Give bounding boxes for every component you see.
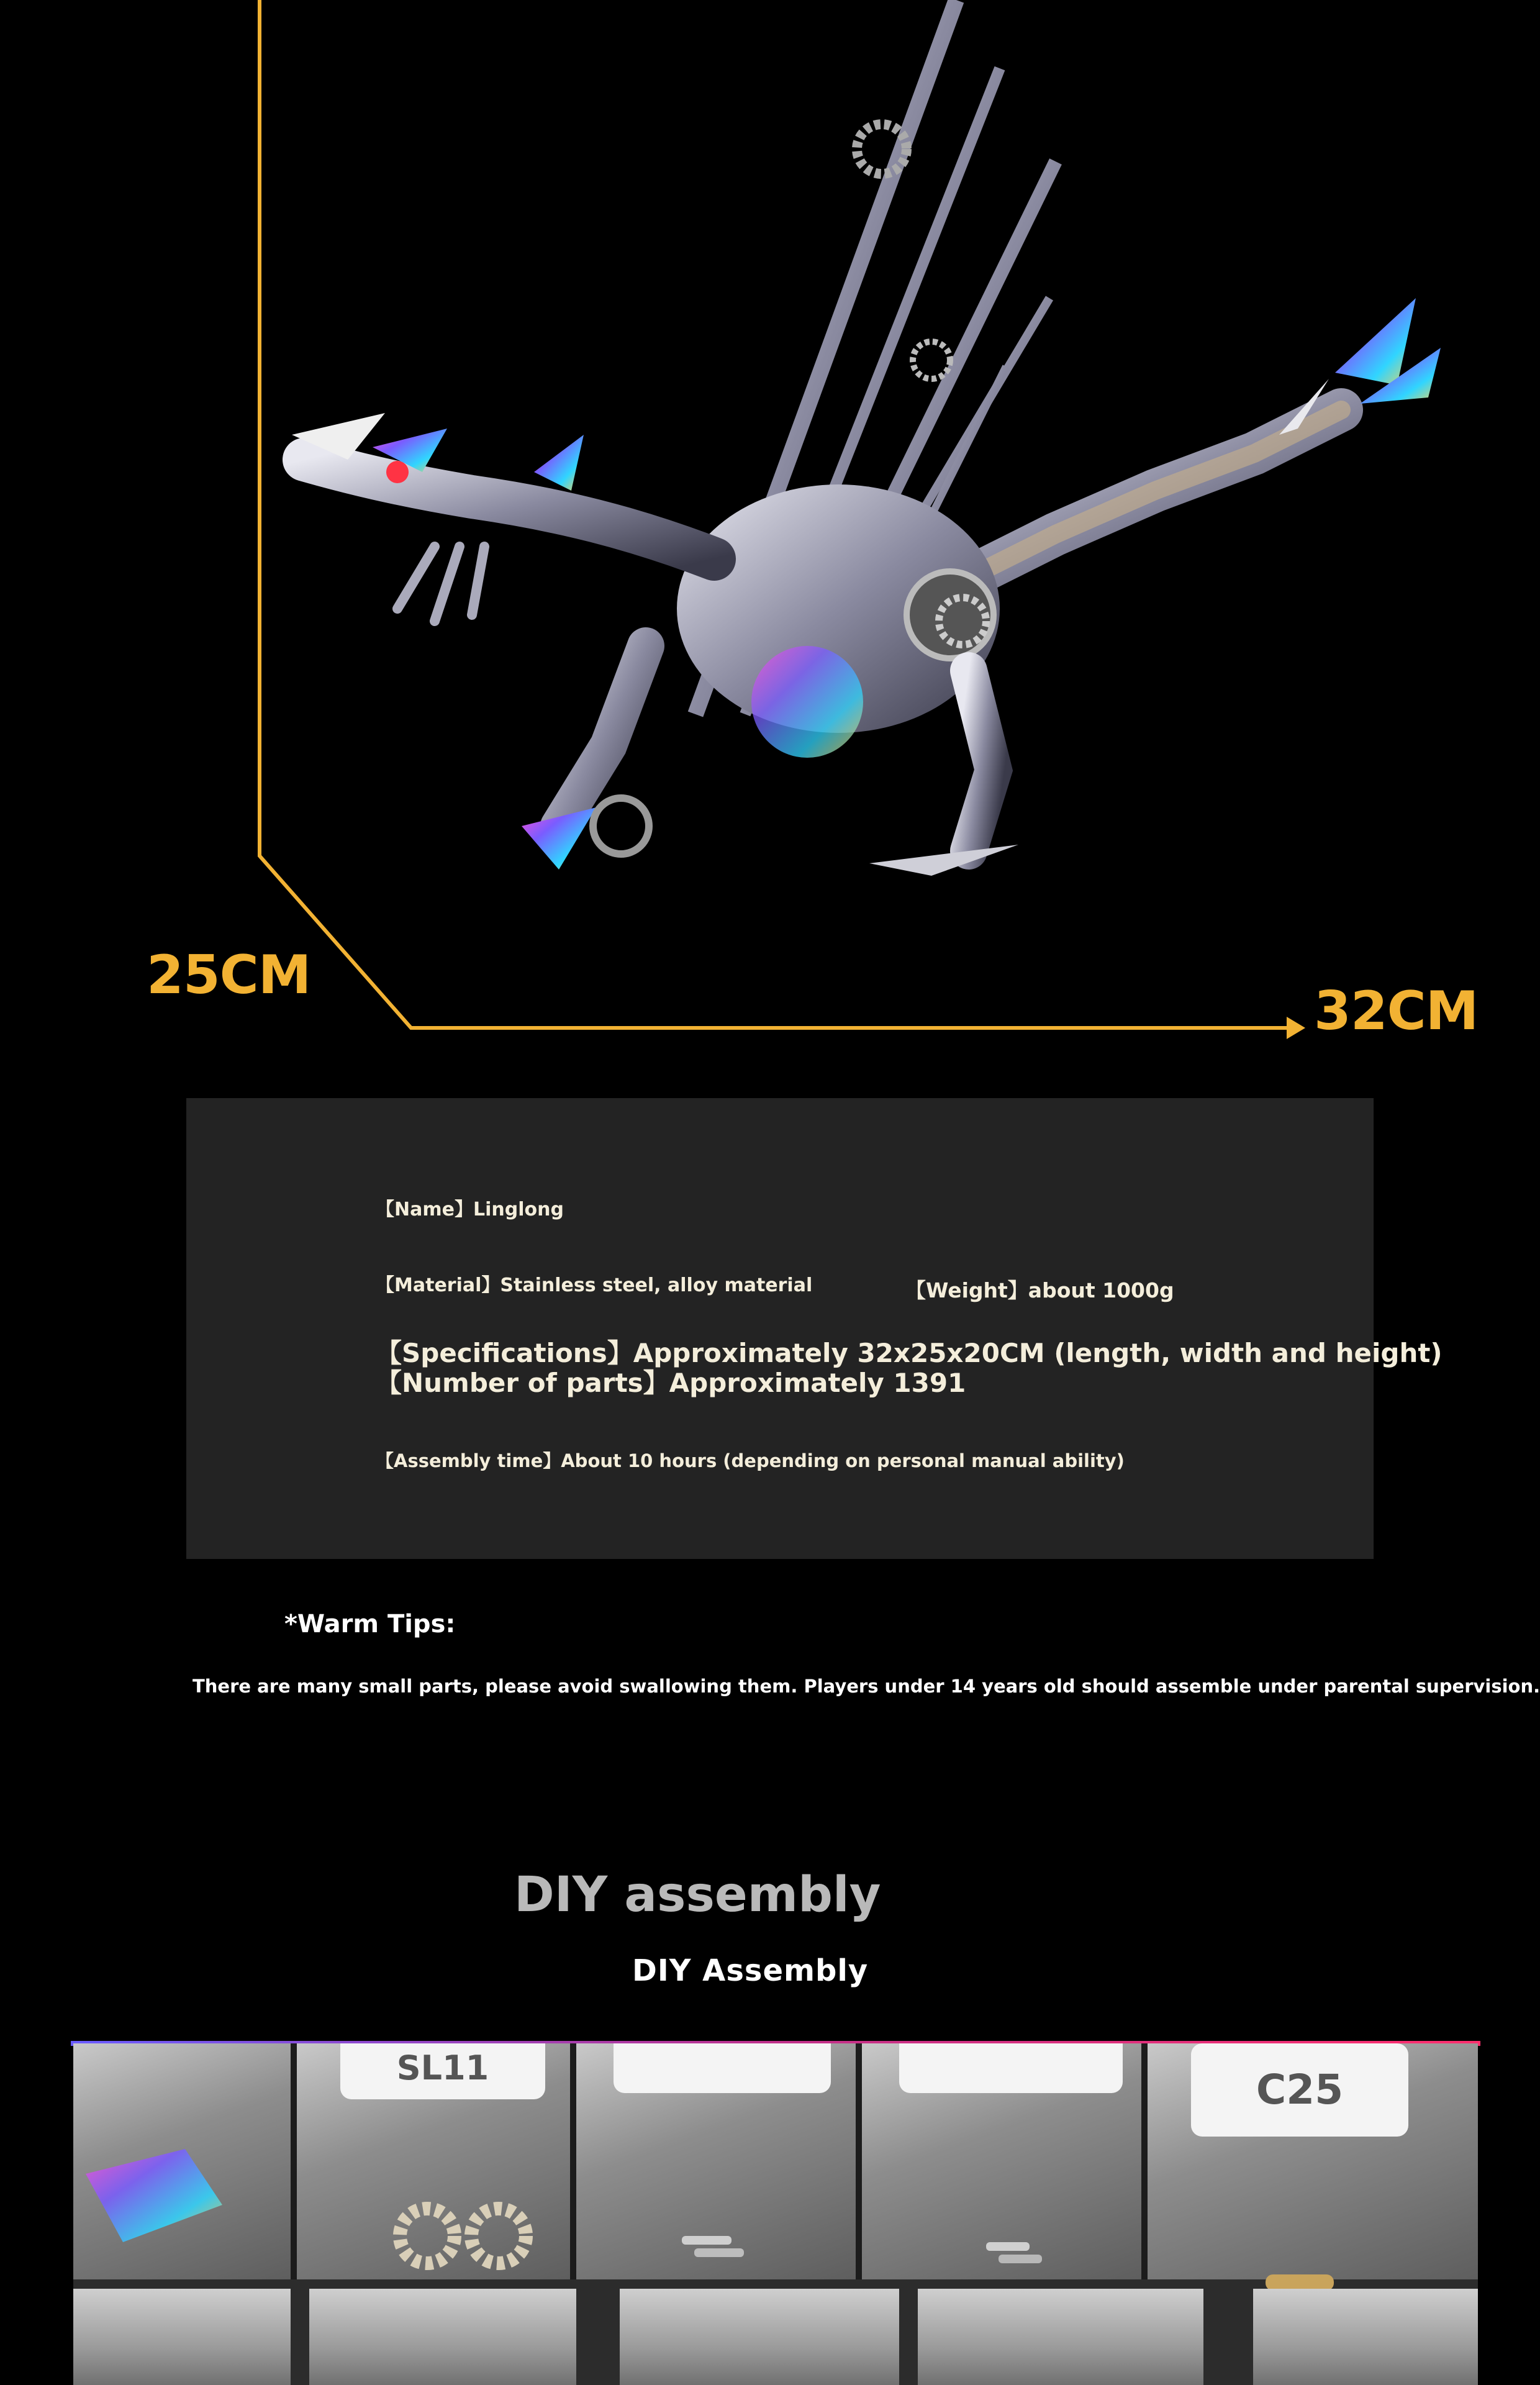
parts-bag (1148, 2043, 1478, 2279)
spec-name: 【Name】Linglong (376, 1199, 564, 1220)
parts-tag: SL11 (340, 2043, 545, 2099)
warm-tips-title: *Warm Tips: (284, 1610, 456, 1638)
parts-bag (576, 2043, 862, 2279)
length-dimension-label: 32CM (1314, 980, 1479, 1042)
gear-icon (390, 2199, 551, 2286)
parts-tag: C25 (1191, 2043, 1408, 2137)
parts-bag (297, 2043, 576, 2279)
parts-tag (614, 2043, 831, 2093)
specification-panel (186, 1098, 1443, 1559)
spec-specifications: 【Specifications】Approximately 32x25x20CM (length, width and height) (376, 1338, 1443, 1368)
warm-tips-body: There are many small parts, please avoid swallowing them. Players under 14 years old should assemble under parental supervision. (192, 1676, 1540, 1697)
parts-bag-lower (918, 2289, 1203, 2385)
diy-subtitle: DIY Assembly (632, 1953, 869, 1988)
spec-assembly-time: 【Assembly time】About 10 hours (depending on personal manual ability) (376, 1450, 1125, 1471)
parts-bag (862, 2043, 1148, 2279)
spec-number-of-parts: 【Number of parts】Approximately 1391 (376, 1368, 966, 1398)
screw-icon (669, 2217, 763, 2267)
parts-bag (73, 2043, 297, 2279)
spec-weight: 【Weight】about 1000g (905, 1278, 1174, 1302)
height-dimension-label: 25CM (147, 944, 311, 1006)
hero-section (0, 0, 1540, 1068)
spec-material: 【Material】Stainless steel, alloy material (376, 1274, 813, 1296)
parts-bag-lower (309, 2289, 576, 2385)
parts-photo-panel (73, 2043, 1478, 2385)
parts-bag-lower (1253, 2289, 1478, 2385)
parts-bag-lower (73, 2289, 291, 2385)
parts-tag (899, 2043, 1123, 2093)
parts-bag-lower (620, 2289, 899, 2385)
screw-icon (980, 2230, 1054, 2273)
diy-title: DIY assembly (514, 1867, 881, 1923)
dragon-model-icon (292, 0, 1441, 876)
dimension-lines (0, 0, 1540, 1068)
iridescent-part-icon (73, 2043, 291, 2279)
